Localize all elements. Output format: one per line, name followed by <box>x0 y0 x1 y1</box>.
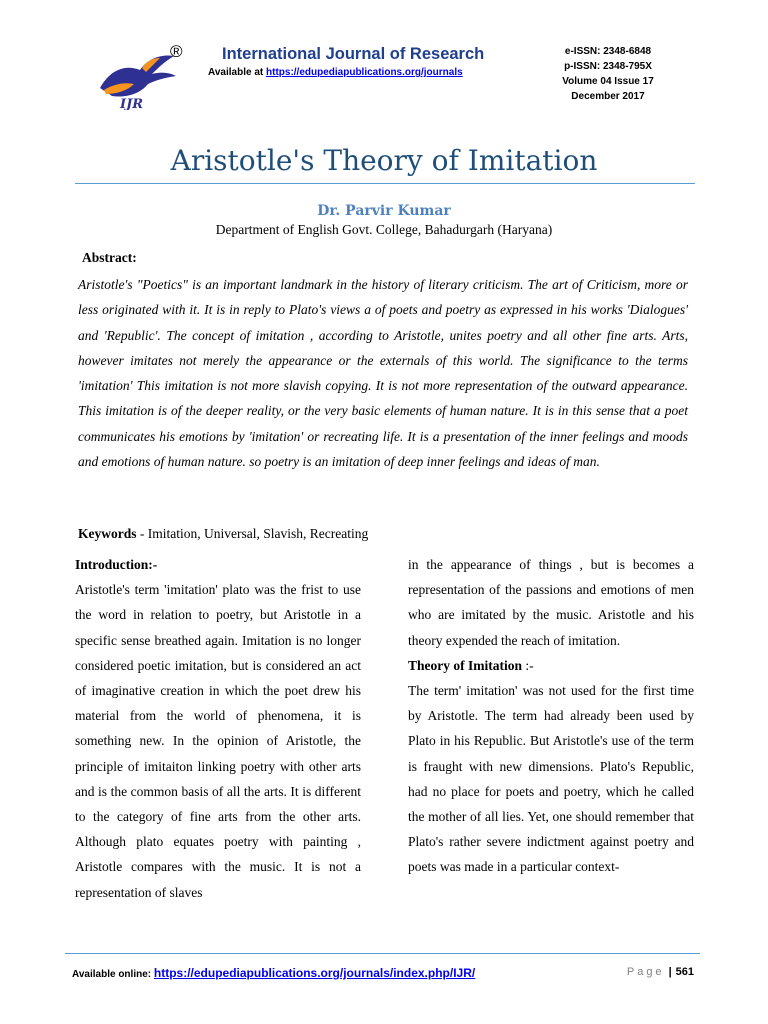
page-footer <box>72 966 694 984</box>
page-separator: | <box>668 966 672 978</box>
journal-header <box>0 38 768 108</box>
registered-mark: ® <box>170 42 183 61</box>
theory-heading-line <box>408 653 694 678</box>
page-indicator <box>627 966 694 978</box>
available-online-label: Available online: <box>72 969 152 980</box>
eissn: e-ISSN: 2348-6848 <box>564 46 652 57</box>
keywords-label: Keywords <box>78 526 137 541</box>
introduction-heading: Introduction:- <box>75 557 158 572</box>
abstract-heading: Abstract: <box>82 250 137 265</box>
volume-issue: Volume 04 Issue 17 <box>562 76 654 87</box>
available-at <box>208 67 463 78</box>
page-label: Page <box>626 966 665 978</box>
pegasus-logo-icon <box>90 50 180 110</box>
abstract-text: Aristotle's "Poetics" is an important landmark in the history of literary criticism. The art of Criticism, more or less originated with it. It is in reply to Plato's views a of poets and poetry as expressed in his works 'Dialogues' and 'Republic'. The concept of imitation , according to Aristotle, unites poetry and all other fine arts. Arts, however imitates not merely the appearance or the externals of this world. The significance to the terms 'imitation' This imitation is not more slavish copying. It is not more representation of the outward appearance. This imitation is of the deeper reality, or the very basic elements of human nature. It is in this sense that a poet communicates his emotions by 'imitation' or recreating life. It is a presentation of the inner feelings and moods and emotions of human nature. so poetry is an imitation of deep inner feelings and ideas of man. <box>78 277 688 470</box>
theory-heading-suffix: :- <box>522 657 534 673</box>
author-name: Dr. Parvir Kumar <box>317 203 451 219</box>
footer-url-link[interactable]: https://edupediapublications.org/journals/index.php/IJR/ <box>153 966 476 980</box>
title-divider <box>75 183 695 184</box>
page-number: 561 <box>675 966 694 978</box>
introduction-text: Aristotle's term 'imitation' plato was the frist to use the word in relation to poetry, but Aristotle in a specific sense breathed again. Imitation is no longer considered poetic imitation, but is considered an act of imaginative creation in which the poet drew his material from the world of phenomena, it is something new. In the opinion of Aristotle, the principle of imitaiton linking poetry with other arts and is the common basis of all the arts. It is different to the category of fine arts from the other arts. Although plato equates poetry with painting , Aristotle compares with the music. It is not a representation of slaves <box>75 582 361 900</box>
logo-text: IJR <box>120 97 144 110</box>
continuation-text: in the appearance of things , but is becomes a representation of the passions and emotions of men who are imitated by the music. Aristotle and his theory expended the reach of imitation. <box>408 557 694 648</box>
journal-name: International Journal of Research <box>222 45 485 63</box>
footer-divider <box>65 953 700 954</box>
theory-text: The term' imitation' was not used for the first time by Aristotle. The term had already been used by Plato in his Republic. But Aristotle's use of the term is fraught with new dimensions. Plato's Republic, had no place for poets and poetry, which he called the mother of all lies. Yet, one should remember that Plato's rather severe indictment against poetry and poets was made in a particular context- <box>408 683 694 875</box>
left-column <box>75 552 361 905</box>
theory-heading: Theory of Imitation <box>408 657 522 673</box>
author-affiliation: Department of English Govt. College, Bahadurgarh (Haryana) <box>215 222 553 237</box>
right-column <box>408 552 694 880</box>
issue-meta <box>548 44 668 104</box>
journals-link[interactable]: https://edupediapublications.org/journals <box>266 67 463 78</box>
article-title: Aristotle's Theory of Imitation <box>170 144 598 177</box>
keywords-list: - Imitation, Universal, Slavish, Recreating <box>136 526 369 541</box>
keywords <box>78 526 368 542</box>
issue-date: December 2017 <box>571 91 645 102</box>
available-at-label: Available at <box>208 67 266 78</box>
pissn: p-ISSN: 2348-795X <box>564 61 652 72</box>
